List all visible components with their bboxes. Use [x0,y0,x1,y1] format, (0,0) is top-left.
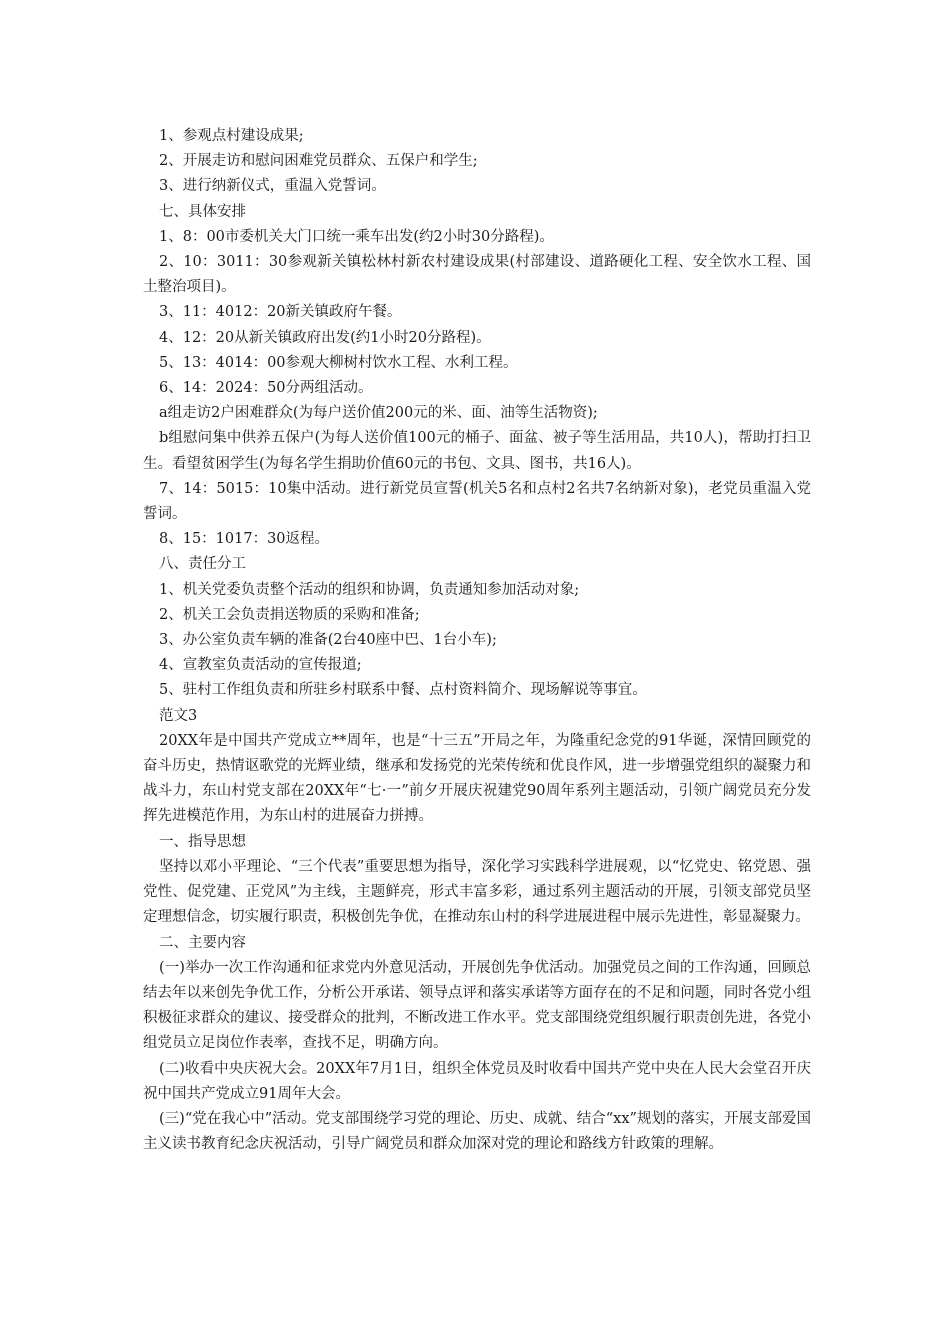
list-item: 6、14：2024：50分两组活动。 [159,380,373,397]
body-paragraph: (一)举办一次工作沟通和征求党内外意见活动，开展创先争优活动。加强党员之间的工作沟通，回顾总结去年以来创先争优工作，分析公开承诺、领导点评和落实承诺等方面存在的不足和问题，同时各党小组积极征求群众的建议、接受群众的批判，不断改进工作水平。党支部围绕党组织履行职责创先进，各党小组党员立足岗位作表率，查找不足，明确方向。 [143,959,811,1052]
list-item: 5、驻村工作组负责和所驻乡村联系中餐、点村资料简介、现场解说等事宜。 [159,682,647,699]
list-item: b组慰问集中供养五保户(为每人送价值100元的桶子、面盆、被子等生活用品，共10人)，帮助打扫卫生。看望贫困学生(为每名学生捐助价值60元的书包、文具、图书，共16人)。 [143,430,811,472]
list-item: 4、12：20从新关镇政府出发(约1小时20分路程)。 [159,329,491,346]
list-item: a组走访2户困难群众(为每户送价值200元的米、面、油等生活物资); [159,405,598,422]
list-item: 8、15：1017：30返程。 [159,531,330,548]
list-item: 3、办公室负责车辆的准备(2台40座中巴、1台小车); [159,632,497,649]
document-body [143,124,811,1157]
list-item: 2、10：3011：30参观新关镇松林村新农村建设成果(村部建设、道路硬化工程、安全饮水工程、国土整治项目)。 [143,254,811,296]
list-item: 4、宣教室负责活动的宣传报道; [159,657,362,674]
body-paragraph: 20XX年是中国共产党成立**周年，也是“十三五”开局之年，为隆重纪念党的91华诞，深情回顾党的奋斗历史，热情讴歌党的光辉业绩，继承和发扬党的光荣传统和优良作风，进一步增强党组织的凝聚力和战斗力，东山村党支部在20XX年“七·一”前夕开展庆祝建党90周年系列主题活动，引领广阔党员充分发挥先进模范作用，为东山村的进展奋力拼搏。 [143,732,811,825]
list-item: 1、参观点村建设成果; [159,128,304,144]
body-paragraph: (二)收看中央庆祝大会。20XX年7月1日，组织全体党员及时收看中国共产党中央在人民大会堂召开庆祝中国共产党成立91周年大会。 [143,1060,811,1102]
section-heading: 范文3 [159,707,198,724]
body-paragraph: (三)“党在我心中”活动。党支部围绕学习党的理论、历史、成就、结合“xx”规划的落实，开展支部爱国主义读书教育纪念庆祝活动，引导广阔党员和群众加深对党的理论和路线方针政策的理解。 [143,1110,811,1153]
list-item: 1、8：00市委机关大门口统一乘车出发(约2小时30分路程)。 [159,228,554,245]
list-item: 3、进行纳新仪式，重温入党誓词。 [159,178,386,195]
list-item: 7、14：5015：10集中活动。进行新党员宣誓(机关5名和点村2名共7名纳新对象)，老党员重温入党誓词。 [143,480,811,523]
section-heading: 二、主要内容 [159,934,246,951]
body-paragraph: 坚持以邓小平理论、“三个代表”重要思想为指导，深化学习实践科学进展观，以“忆党史、铭党恩、强党性、促党建、正党风”为主线，主题鲜亮，形式丰富多彩，通过系列主题活动的开展，引领支部党员坚定理想信念，切实履行职责，积极创先争优，在推动东山村的科学进展进程中展示先进性，彰显凝聚力。 [143,858,811,926]
list-item: 2、开展走访和慰问困难党员群众、五保户和学生; [159,153,478,170]
list-item: 2、机关工会负责捐送物质的采购和准备; [159,606,420,623]
list-item: 5、13：4014：00参观大柳树村饮水工程、水利工程。 [159,354,518,371]
list-item: 1、机关党委负责整个活动的组织和协调，负责通知参加活动对象; [159,581,580,598]
section-heading: 八、责任分工 [159,556,246,573]
section-heading: 一、指导思想 [159,833,246,850]
list-item: 3、11：4012：20新关镇政府午餐。 [159,304,402,321]
section-heading: 七、具体安排 [159,203,246,220]
